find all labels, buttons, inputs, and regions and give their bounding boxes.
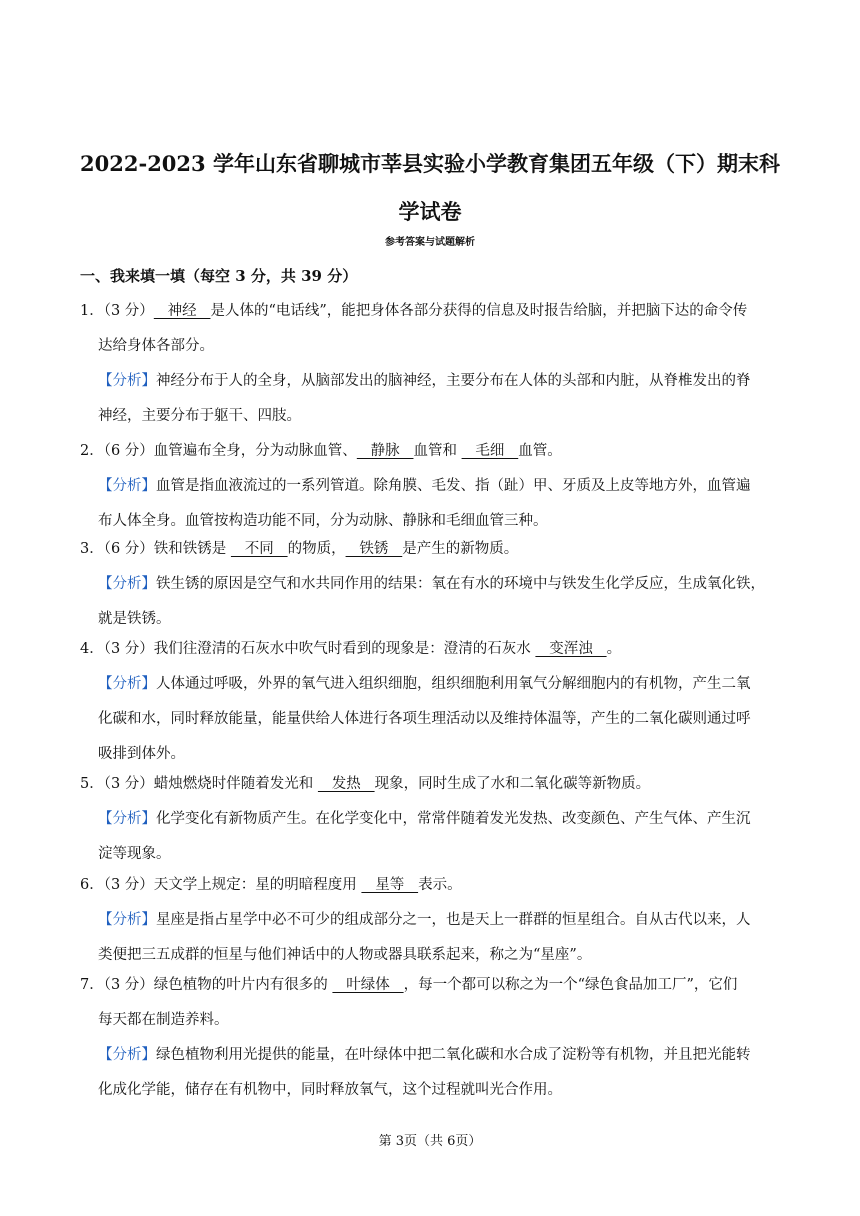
title-line-1: 2022-2023 学年山东省聊城市莘县实验小学教育集团五年级（下）期末科 [80, 151, 780, 176]
question-7: 7．（3 分）绿色植物的叶片内有很多的 叶绿体 ，每一个都可以称之为一个“绿色食品加工厂”，它们 每天都在制造养料。 [80, 977, 738, 1028]
page-number: 第 3页（共 6页） [378, 1134, 482, 1149]
answer-blank: 不同 [230, 541, 288, 557]
analysis-1: 【分析】神经分布于人的全身，从脑部发出的脑神经，主要分布在人体的头部和内脏，从脊椎发出的脊 神经，主要分布于躯干、四肢。 [98, 373, 751, 424]
answer-blank: 叶绿体 [332, 977, 404, 993]
title-line-2: 学试卷 [398, 199, 462, 224]
answer-blank: 静脉 [356, 443, 414, 459]
question-3: 3．（6 分）铁和铁锈是 不同 的物质， 铁锈 是产生的新物质。 [80, 541, 519, 557]
analysis-tag: 【分析】 [98, 676, 156, 692]
question-6: 6．（3 分）天文学上规定：星的明暗程度用 星等 表示。 [80, 877, 462, 893]
answer-blank: 神经 [153, 303, 211, 319]
question-1: 1．（3 分） 神经 是人体的“电话线”，能把身体各部分获得的信息及时报告给脑，并把脑下达的命令传 达给身体各部分。 [80, 303, 748, 354]
answer-blank: 发热 [317, 776, 375, 792]
document-subtitle: 参考答案与试题解析 [385, 237, 475, 248]
answer-blank: 铁锈 [345, 541, 403, 557]
answer-blank: 星等 [361, 877, 419, 893]
analysis-tag: 【分析】 [98, 811, 156, 827]
document-title [60, 140, 800, 236]
analysis-2: 【分析】血管是指血液流过的一系列管道。除角膜、毛发、指（趾）甲、牙质及上皮等地方外，血管遍 布人体全身。血管按构造功能不同，分为动脉、静脉和毛细血管三种。 [98, 478, 751, 529]
answer-blank: 毛细 [461, 443, 519, 459]
analysis-4: 【分析】人体通过呼吸，外界的氧气进入组织细胞，组织细胞利用氧气分解细胞内的有机物，产生二氧 化碳和水，同时释放能量，能量供给人体进行各项生理活动以及维持体温等，产生的二氧化碳则通过呼 吸排到体外。 [98, 676, 751, 762]
analysis-tag: 【分析】 [98, 373, 156, 389]
analysis-3: 【分析】铁生锈的原因是空气和水共同作用的结果：氧在有水的环境中与铁发生化学反应，生成氧化铁， 就是铁锈。 [98, 576, 765, 627]
analysis-tag: 【分析】 [98, 478, 156, 494]
analysis-tag: 【分析】 [98, 912, 156, 928]
answer-blank: 变浑浊 [535, 641, 607, 657]
question-2: 2．（6 分）血管遍布全身，分为动脉血管、 静脉 血管和 毛细 血管。 [80, 443, 562, 459]
question-4: 4．（3 分）我们往澄清的石灰水中吹气时看到的现象是：澄清的石灰水 变浑浊 。 [80, 641, 622, 657]
question-5: 5．（3 分）蜡烛燃烧时伴随着发光和 发热 现象，同时生成了水和二氧化碳等新物质。 [80, 776, 651, 792]
section-heading: 一、我来填一填（每空 3 分，共 39 分） [80, 267, 358, 285]
analysis-6: 【分析】星座是指占星学中必不可少的组成部分之一，也是天上一群群的恒星组合。自从古代以来，人 类便把三五成群的恒星与他们神话中的人物或器具联系起来，称之为“星座”。 [98, 912, 751, 963]
analysis-tag: 【分析】 [98, 1047, 156, 1063]
analysis-7: 【分析】绿色植物利用光提供的能量，在叶绿体中把二氧化碳和水合成了淀粉等有机物，并且把光能转 化成化学能，储存在有机物中，同时释放氧气，这个过程就叫光合作用。 [98, 1047, 751, 1098]
analysis-5: 【分析】化学变化有新物质产生。在化学变化中，常常伴随着发光发热、改变颜色、产生气体、产生沉 淀等现象。 [98, 811, 751, 862]
analysis-tag: 【分析】 [98, 576, 156, 592]
